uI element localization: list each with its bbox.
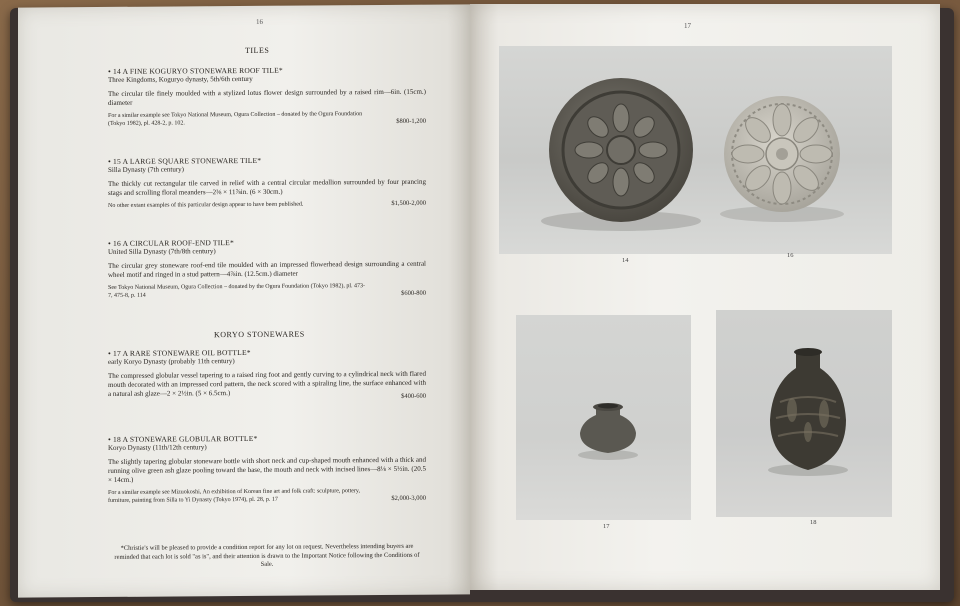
lot-reference: For a similar example see Tokyo National Museum, Ogura Collection – donated by the Ogura Foundation (Tokyo 1982), pl. 428-2, p. 102. $800-1,200 [108, 111, 426, 127]
lot-title: • 15 A LARGE SQUARE STONEWARE TILE* [108, 155, 262, 166]
caption-lot-14: 14 [622, 257, 629, 264]
lot-subtitle: United Silla Dynasty (7th/8th century) [108, 247, 216, 256]
lot-reference [108, 392, 426, 403]
right-page-number: 17 [684, 22, 691, 30]
lot-price: $400-600 [401, 392, 426, 400]
lot-price: $800-1,200 [396, 117, 426, 125]
section-heading-tiles: TILES [245, 45, 270, 55]
lot-16 [108, 237, 426, 300]
lot-14 [108, 65, 426, 128]
lot-price: $1,500-2,000 [391, 199, 426, 207]
lot-subtitle: Three Kingdoms, Koguryo dynasty, 5th/6th century [108, 74, 253, 84]
left-page-number: 16 [256, 17, 263, 26]
lot-title: • 16 A CIRCULAR ROOF-END TILE* [108, 238, 234, 248]
caption-lot-18: 18 [810, 519, 817, 526]
lot-price: $2,000-3,000 [391, 494, 426, 502]
lot-17 [108, 347, 426, 403]
photo-roof-tiles [499, 46, 892, 254]
lot-reference: For a similar example see Mizuokoshi, An exhibition of Korean fine art and folk craft: sculpture, pottery, furniture, painting from Silla to Yi Dynasty (Tokyo 1974), pl. 28, p. 17 $2,000-3,000 [108, 488, 426, 504]
lot-18 [108, 433, 426, 505]
lot-subtitle: Koryo Dynasty (11th/12th century) [108, 443, 207, 452]
photo-oil-bottle [516, 315, 691, 520]
lot-description: The circular grey stoneware roof-end tile moulded with an impressed flowerhead design surrounding a central wheel motif and ringed in a stud pattern—4⅞in. (12.5cm.) diameter [108, 259, 426, 279]
caption-lot-16: 16 [787, 252, 794, 259]
lot-15 [108, 155, 426, 210]
lot-subtitle: early Koryo Dynasty (probably 11th century) [108, 357, 235, 366]
condition-notice: *Christie's will be pleased to provide a condition report for any lot on request. Nevertheless intending buyers are reminded that each lot is sold "as is", and their attention is drawn to the Important Notice following the Conditions of Sale. [114, 542, 420, 568]
lot-title: • 14 A FINE KOGURYO STONEWARE ROOF TILE* [108, 65, 283, 76]
oil-bottle-illustration [516, 315, 691, 520]
roof-tiles-illustration [499, 46, 892, 254]
caption-lot-17: 17 [603, 523, 610, 530]
section-heading-koryo: KORYO STONEWARES [214, 329, 305, 340]
lot-subtitle: Silla Dynasty (7th century) [108, 165, 185, 174]
photo-globular-bottle [716, 310, 892, 517]
left-page [18, 4, 470, 597]
lot-reference: See Tokyo National Museum, Ogura Collection – donated by the Ogura Foundation (Tokyo 1982), pl. 473-7, 475-8, p. 114 $600-800 [108, 283, 426, 299]
globular-bottle-shape [770, 352, 846, 470]
lot-price: $600-800 [401, 289, 426, 297]
globular-bottle-illustration [716, 310, 892, 517]
oil-bottle-shape [580, 407, 636, 453]
lot-description: The circular tile finely moulded with a stylized lotus flower design surrounded by a raised rim—6in. (15cm.) diameter [108, 87, 426, 107]
lot-reference: No other extant examples of this particular design appear to have been published. $1,500-2,000 [108, 199, 426, 209]
lot-description: The thickly cut rectangular tile carved in relief with a central circular medallion surrounded by four prancing stags and scrolling floral meanders—2⅜ × 11⅞in. (6 × 30cm.) [108, 177, 426, 197]
lot-title: • 17 A RARE STONEWARE OIL BOTTLE* [108, 347, 251, 358]
lot-description: The slightly tapering globular stoneware bottle with short neck and cup-shaped mouth enhanced with a thick and running olive green ash glaze pooling toward the base, the mouth and neck with incised lines—8⅛ × 5½in. (20.5 × 14cm.) [108, 455, 426, 484]
lot-description: The compressed globular vessel tapering to a raised ring foot and gently curving to a cylindrical neck with flared mouth decorated with an impressed cord pattern, the neck scored with a spiraling line, the surface enhanced with a natural ash glaze—2 × 2½in. (5 × 6.5cm.) [108, 369, 426, 398]
lot-title: • 18 A STONEWARE GLOBULAR BOTTLE* [108, 433, 258, 444]
